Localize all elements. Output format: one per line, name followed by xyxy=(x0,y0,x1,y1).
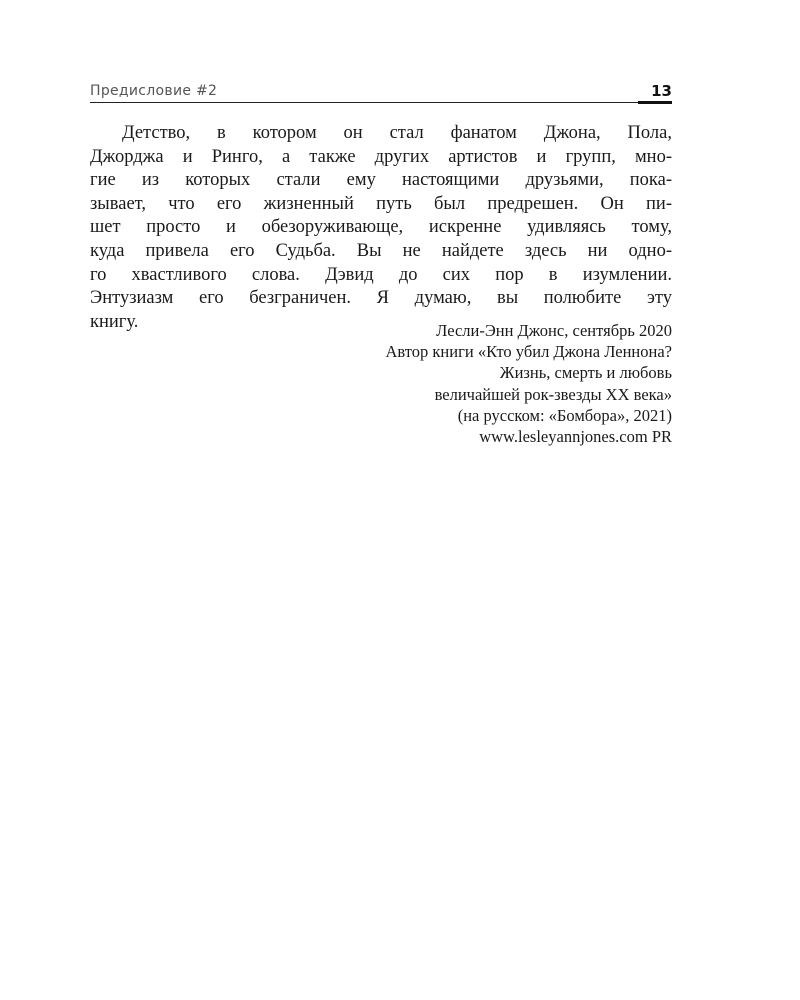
page-number: 13 xyxy=(651,82,672,100)
section-title: Предисловие #2 xyxy=(90,83,218,99)
paragraph-line: Детство, в котором он стал фанатом Джона, Пола, xyxy=(122,123,672,143)
signature-author: Лесли-Энн Джонс, сентябрь 2020 xyxy=(436,321,672,340)
paragraph-line: го хвастливого слова. Дэвид до сих пор в изумлении. xyxy=(90,264,672,285)
signature-line: Автор книги «Кто убил Джона Леннона? xyxy=(385,342,672,362)
signature-line: Жизнь, смерть и любовь xyxy=(499,363,672,383)
paragraph-line: шет просто и обезоруживающе, искренне удивляясь тому, xyxy=(90,217,672,238)
signature-line: (на русском: «Бомбора», 2021) xyxy=(457,405,672,425)
running-header xyxy=(90,82,672,103)
paragraph-line: зывает, что его жизненный путь был предрешен. Он пи- xyxy=(90,193,672,214)
signature-website: www.lesleyannjones.com PR xyxy=(479,427,672,447)
paragraph-line: гие из которых стали ему настоящими друзьями, пока- xyxy=(90,170,672,191)
paragraph-line: куда привела его Судьба. Вы не найдете здесь ни одно- xyxy=(90,240,672,261)
body-paragraph xyxy=(90,122,672,334)
signature-line: величайшей рок-звезды XX века» xyxy=(434,384,672,404)
signature-block xyxy=(172,320,672,447)
paragraph-line: Энтузиазм его безграничен. Я думаю, вы полюбите эту xyxy=(90,288,672,309)
page-number-underline xyxy=(638,101,672,104)
paragraph-line: книгу. xyxy=(90,311,139,332)
paragraph-line: Джорджа и Ринго, а также других артистов и групп, мно- xyxy=(90,146,672,167)
